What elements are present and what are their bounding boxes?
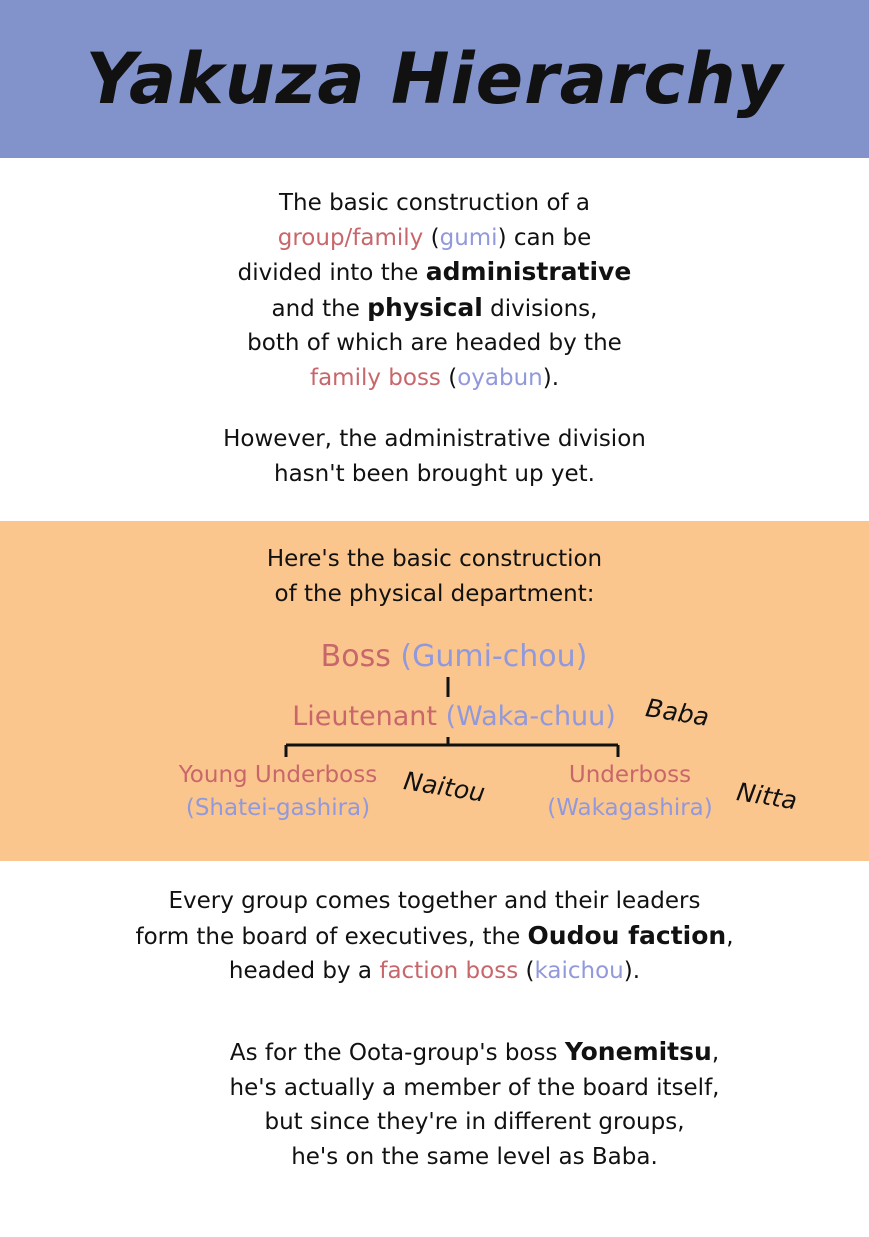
term-oudou-faction: Oudou faction bbox=[527, 920, 727, 950]
term-oyabun: oyabun bbox=[457, 364, 543, 391]
org-heading-line-2: of the physical department: bbox=[274, 580, 595, 607]
boss-term: (Gumi-chou) bbox=[390, 639, 588, 674]
intro-line-8: hasn't been brought up yet. bbox=[274, 460, 595, 487]
org-heading-line-1: Here's the basic construction bbox=[266, 546, 603, 572]
underboss-term: (Wakagashira) bbox=[547, 795, 713, 821]
intro-line-1: The basic construction of a bbox=[278, 190, 591, 216]
young-underboss-name: Naitou bbox=[401, 766, 488, 808]
board-line-1: Every group comes together and their leaders bbox=[168, 888, 701, 914]
board-line-3: headed by a faction boss (kaichou). bbox=[228, 958, 641, 984]
intro-line-4: and the physical divisions, bbox=[271, 292, 598, 322]
intro-line-6: family boss (oyabun). bbox=[309, 364, 560, 391]
node-lieutenant bbox=[0, 697, 869, 737]
yonemitsu-line-1: As for the Oota-group's boss Yonemitsu, bbox=[229, 1037, 720, 1066]
term-yonemitsu: Yonemitsu bbox=[564, 1037, 712, 1066]
board-line-2: form the board of executives, the Oudou faction, bbox=[135, 920, 734, 950]
node-underboss bbox=[490, 759, 770, 825]
term-group-family: group/family bbox=[277, 224, 424, 251]
intro-line-7: However, the administrative division bbox=[223, 426, 646, 452]
term-gumi: gumi bbox=[439, 224, 498, 251]
yonemitsu-line-2: he's actually a member of the board itself, bbox=[229, 1074, 720, 1101]
yonemitsu-line-3: but since they're in different groups, bbox=[264, 1109, 685, 1135]
term-kaichou: kaichou bbox=[534, 958, 624, 984]
term-faction-boss: faction boss bbox=[379, 958, 519, 984]
term-administrative: administrative bbox=[425, 257, 632, 286]
yonemitsu-line-4: he's on the same level as Baba. bbox=[291, 1143, 658, 1170]
lieutenant-name: Baba bbox=[643, 693, 712, 732]
intro-line-2: group/family (gumi) can be bbox=[277, 224, 592, 251]
underboss-name: Nitta bbox=[734, 777, 800, 816]
lieutenant-title: Lieutenant bbox=[292, 701, 438, 732]
board-paragraph bbox=[0, 884, 869, 989]
young-underboss-title: Young Underboss bbox=[178, 762, 378, 788]
node-young-underboss bbox=[138, 759, 418, 825]
intro-line-3: divided into the administrative bbox=[237, 257, 632, 286]
page-title: Yakuza Hierarchy bbox=[85, 38, 784, 120]
node-boss bbox=[0, 637, 869, 677]
lieutenant-term: (Waka-chuu) bbox=[437, 701, 616, 732]
underboss-title: Underboss bbox=[568, 762, 692, 788]
young-underboss-term: (Shatei-gashira) bbox=[185, 795, 371, 821]
yonemitsu-paragraph bbox=[40, 1035, 869, 1174]
intro-line-5: both of which are headed by the bbox=[247, 330, 622, 356]
boss-title: Boss bbox=[320, 639, 391, 674]
term-family-boss: family boss bbox=[309, 364, 441, 391]
term-physical: physical bbox=[367, 292, 483, 322]
